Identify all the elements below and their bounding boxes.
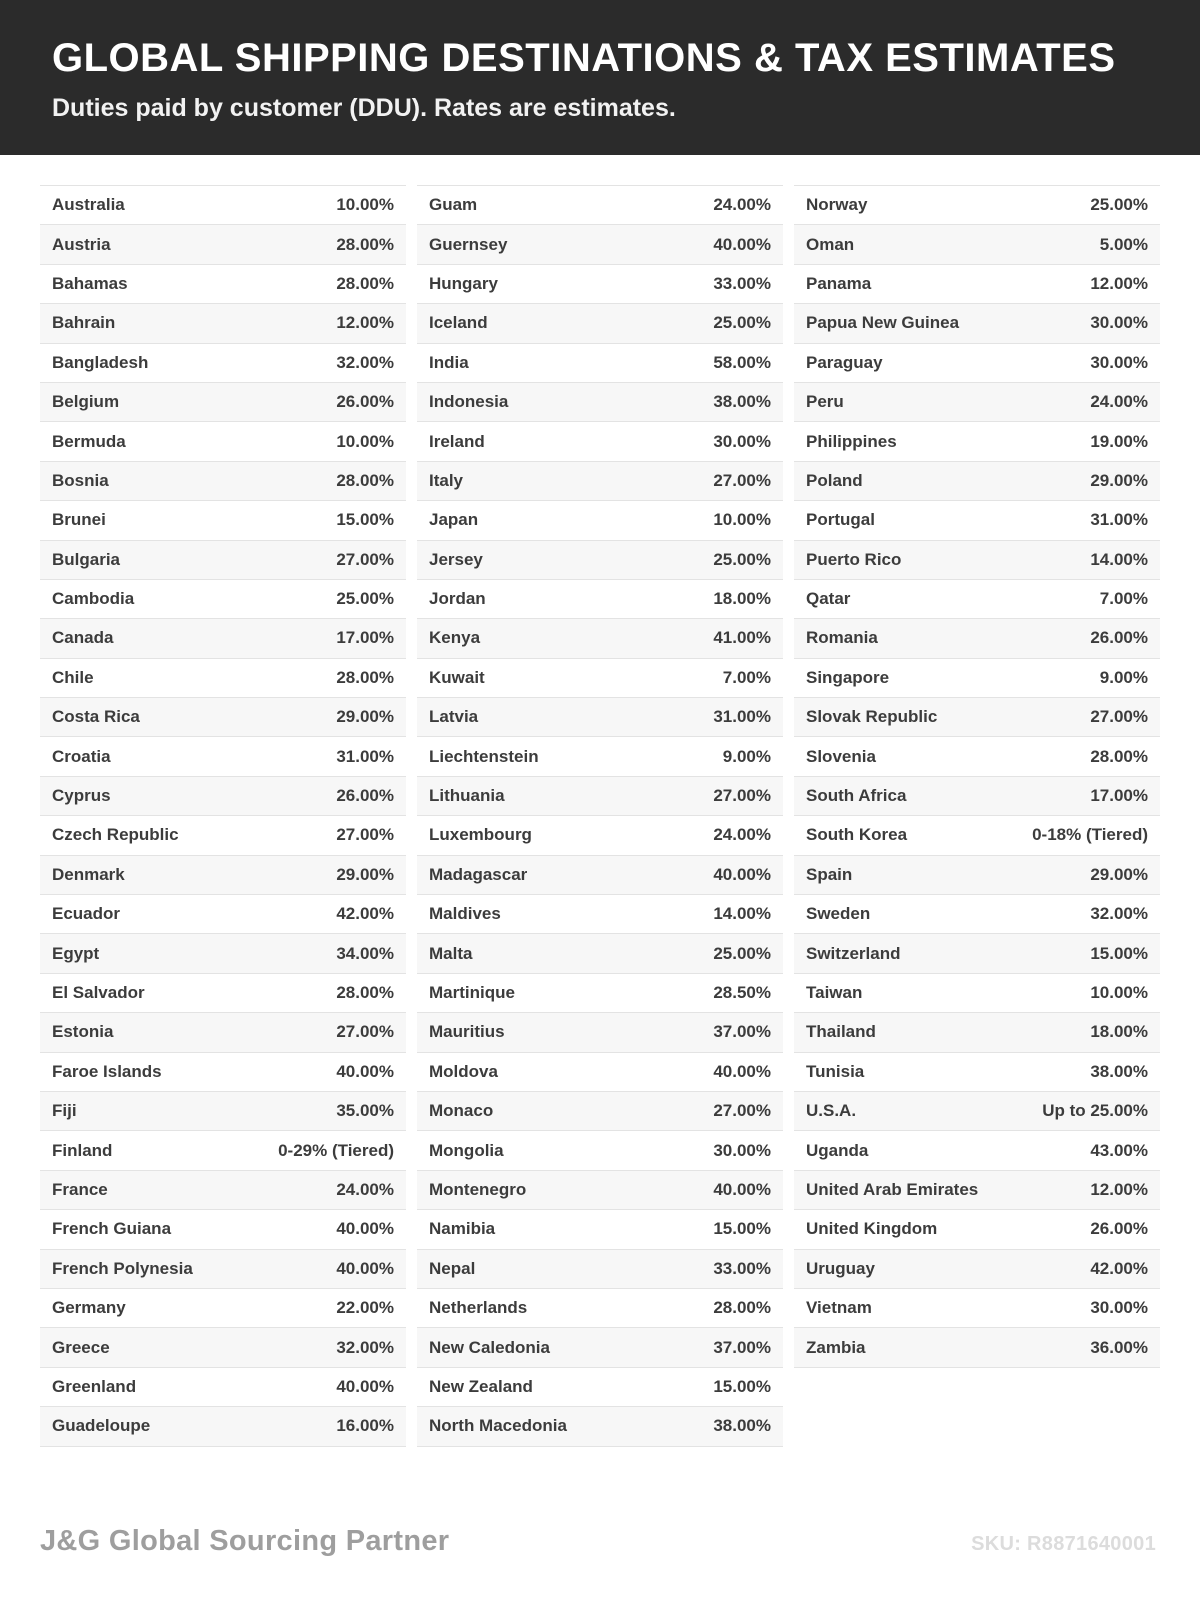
tax-rate: 30.00% <box>713 1140 771 1160</box>
country-name: Switzerland <box>806 943 901 963</box>
tax-rate: 10.00% <box>1090 983 1148 1002</box>
table-row <box>417 541 783 580</box>
table-row <box>417 1131 783 1170</box>
table-row <box>417 934 783 973</box>
country-name: Brunei <box>52 510 106 530</box>
tax-rate: 15.00% <box>713 1219 771 1239</box>
country-name: Costa Rica <box>52 707 140 727</box>
country-name: Guadeloupe <box>52 1416 151 1436</box>
page-subtitle: Duties paid by customer (DDU). Rates are estimates. <box>52 94 676 122</box>
country-name: Taiwan <box>806 983 863 1002</box>
table-row <box>417 698 783 737</box>
tax-rate: 9.00% <box>722 746 771 766</box>
tax-rate: 0-29% (Tiered) <box>278 1140 394 1160</box>
tax-rate: 0-18% (Tiered) <box>1032 825 1148 845</box>
tax-rate: 16.00% <box>336 1416 394 1436</box>
country-name: Jersey <box>429 549 483 569</box>
table-row <box>417 1250 783 1289</box>
table-row <box>40 580 406 619</box>
tax-rate: 31.00% <box>336 746 394 766</box>
tax-rate: 25.00% <box>713 549 771 569</box>
country-name: Bahamas <box>52 273 128 293</box>
country-name: Bosnia <box>52 470 109 490</box>
country-name: Oman <box>806 234 855 254</box>
country-name: Mauritius <box>429 1022 505 1042</box>
table-row <box>417 304 783 343</box>
country-name: Martinique <box>429 983 515 1002</box>
tax-rate: 27.00% <box>336 549 394 569</box>
country-name: El Salvador <box>52 983 145 1002</box>
tax-rate: 17.00% <box>1090 786 1148 806</box>
tax-rate: 30.00% <box>713 431 771 451</box>
table-row <box>40 1328 406 1367</box>
country-name: Bulgaria <box>52 549 121 569</box>
tax-rate: 22.00% <box>336 1298 394 1318</box>
country-name: Qatar <box>806 589 851 609</box>
country-name: Lithuania <box>429 786 505 806</box>
table-row <box>794 737 1160 776</box>
table-row <box>417 1368 783 1407</box>
country-name: Kuwait <box>429 667 485 687</box>
table-row <box>40 974 406 1013</box>
table-row <box>794 1131 1160 1170</box>
tax-rate: 25.00% <box>713 943 771 963</box>
tax-rate: 27.00% <box>713 470 771 490</box>
table-row <box>417 265 783 304</box>
country-name: French Guiana <box>52 1219 172 1239</box>
tax-rate: 32.00% <box>336 1337 394 1357</box>
tax-rate: 42.00% <box>336 904 394 924</box>
table-row <box>794 974 1160 1013</box>
tax-rate: 25.00% <box>336 589 394 609</box>
tax-rate: 27.00% <box>713 1101 771 1121</box>
country-name: South Korea <box>806 825 908 845</box>
country-name: Cambodia <box>52 589 135 609</box>
table-row <box>40 225 406 264</box>
tax-rate: 58.00% <box>713 352 771 372</box>
table-row <box>794 541 1160 580</box>
table-row <box>794 895 1160 934</box>
table-row <box>417 1171 783 1210</box>
country-name: Uruguay <box>806 1258 875 1278</box>
country-name: French Polynesia <box>52 1258 193 1278</box>
country-name: New Caledonia <box>429 1337 550 1357</box>
table-row <box>40 1053 406 1092</box>
tax-rate: 33.00% <box>713 273 771 293</box>
country-name: Malta <box>429 943 473 963</box>
country-name: Egypt <box>52 943 100 963</box>
table-row <box>417 1092 783 1131</box>
tax-rate: 43.00% <box>1090 1140 1148 1160</box>
tax-rate: 24.00% <box>713 825 771 845</box>
country-name: Spain <box>806 864 853 884</box>
country-name: Japan <box>429 510 479 530</box>
country-name: Uganda <box>806 1140 869 1160</box>
table-row <box>794 816 1160 855</box>
tax-rate: 40.00% <box>713 1061 771 1081</box>
table-row <box>794 304 1160 343</box>
tax-rate: 38.00% <box>1090 1061 1148 1081</box>
tax-rate: 31.00% <box>713 707 771 727</box>
tax-rate: 24.00% <box>1090 392 1148 412</box>
country-name: Thailand <box>806 1022 876 1042</box>
table-row <box>794 1171 1160 1210</box>
brand-name: J&G Global Sourcing Partner <box>40 1525 450 1557</box>
table-row <box>417 1407 783 1446</box>
tax-rate: 24.00% <box>336 1179 394 1199</box>
table-row <box>794 1210 1160 1249</box>
table-row <box>794 777 1160 816</box>
table-row <box>40 737 406 776</box>
country-name: Liechtenstein <box>429 746 539 766</box>
tax-rate: 27.00% <box>1090 707 1148 727</box>
page-title: GLOBAL SHIPPING DESTINATIONS & TAX ESTIMATES <box>52 36 1116 80</box>
table-row <box>794 225 1160 264</box>
table-row <box>40 1210 406 1249</box>
table-row <box>417 1053 783 1092</box>
tax-rate: 40.00% <box>713 1179 771 1199</box>
table-row <box>794 383 1160 422</box>
tax-rate: 14.00% <box>713 904 771 924</box>
tax-rate: 38.00% <box>713 1416 771 1436</box>
tax-rate: 42.00% <box>1090 1258 1148 1278</box>
tax-rate: 29.00% <box>336 707 394 727</box>
country-name: Australia <box>52 195 125 215</box>
table-row <box>40 422 406 461</box>
tax-table-column-1 <box>40 185 406 1447</box>
country-name: Chile <box>52 667 94 687</box>
table-row <box>417 1013 783 1052</box>
table-row <box>40 934 406 973</box>
table-row <box>40 1131 406 1170</box>
country-name: Greece <box>52 1337 110 1357</box>
country-name: Tunisia <box>806 1061 865 1081</box>
tax-rate: 33.00% <box>713 1258 771 1278</box>
table-row <box>40 462 406 501</box>
tax-rate: 28.00% <box>713 1298 771 1318</box>
table-row <box>40 777 406 816</box>
tax-rate: 28.00% <box>336 983 394 1002</box>
tax-rate: 10.00% <box>336 195 394 215</box>
table-row <box>417 659 783 698</box>
country-name: Paraguay <box>806 352 883 372</box>
table-row <box>417 501 783 540</box>
tax-rate: Up to 25.00% <box>1042 1101 1148 1121</box>
country-name: Portugal <box>806 510 875 530</box>
table-row <box>794 501 1160 540</box>
tax-rate: 35.00% <box>336 1101 394 1121</box>
table-row <box>40 1289 406 1328</box>
country-name: Ireland <box>429 431 485 451</box>
tax-rate: 40.00% <box>713 864 771 884</box>
tax-rate: 19.00% <box>1090 431 1148 451</box>
tax-rate: 26.00% <box>1090 628 1148 648</box>
country-name: Singapore <box>806 667 890 687</box>
country-name: Romania <box>806 628 878 648</box>
table-row <box>794 344 1160 383</box>
country-name: Cyprus <box>52 786 111 806</box>
tax-rate: 40.00% <box>336 1376 394 1396</box>
country-name: Peru <box>806 392 844 412</box>
country-name: Zambia <box>806 1337 866 1357</box>
tax-rate: 7.00% <box>1099 589 1148 609</box>
tax-rate: 24.00% <box>713 195 771 215</box>
tax-rate: 12.00% <box>1090 1179 1148 1199</box>
tax-rate: 40.00% <box>336 1061 394 1081</box>
country-name: Denmark <box>52 864 125 884</box>
tax-rate: 9.00% <box>1099 667 1148 687</box>
country-name: Kenya <box>429 628 481 648</box>
tax-table-column-3 <box>794 185 1160 1368</box>
tax-rate: 31.00% <box>1090 510 1148 530</box>
tax-rate: 10.00% <box>336 431 394 451</box>
table-row <box>794 934 1160 973</box>
table-row <box>794 580 1160 619</box>
country-name: Guam <box>429 195 478 215</box>
tax-rate: 28.00% <box>1090 746 1148 766</box>
country-name: Greenland <box>52 1376 137 1396</box>
tax-rate: 26.00% <box>336 392 394 412</box>
tax-rate: 7.00% <box>722 667 771 687</box>
country-name: Hungary <box>429 273 498 293</box>
tax-rate: 37.00% <box>713 1337 771 1357</box>
country-name: Monaco <box>429 1101 494 1121</box>
country-name: India <box>429 352 469 372</box>
table-row <box>794 422 1160 461</box>
country-name: Panama <box>806 273 872 293</box>
tax-rate: 12.00% <box>336 313 394 333</box>
country-name: Latvia <box>429 707 479 727</box>
country-name: Jordan <box>429 589 486 609</box>
table-row <box>794 698 1160 737</box>
table-row <box>40 541 406 580</box>
tax-rate: 25.00% <box>713 313 771 333</box>
table-row <box>417 737 783 776</box>
table-row <box>794 265 1160 304</box>
tax-rate: 37.00% <box>713 1022 771 1042</box>
table-row <box>40 186 406 225</box>
tax-rate: 28.00% <box>336 234 394 254</box>
country-name: Belgium <box>52 392 120 412</box>
table-row <box>40 1368 406 1407</box>
country-name: Bermuda <box>52 431 126 451</box>
table-row <box>417 1328 783 1367</box>
country-name: France <box>52 1179 108 1199</box>
country-name: Vietnam <box>806 1298 872 1318</box>
table-row <box>417 383 783 422</box>
country-name: United Arab Emirates <box>806 1179 979 1199</box>
tax-rate: 15.00% <box>1090 943 1148 963</box>
country-name: North Macedonia <box>429 1416 567 1436</box>
table-row <box>40 501 406 540</box>
tax-rate: 15.00% <box>336 510 394 530</box>
country-name: Czech Republic <box>52 825 179 845</box>
tax-rate: 29.00% <box>1090 864 1148 884</box>
country-name: Norway <box>806 195 868 215</box>
country-name: Namibia <box>429 1219 496 1239</box>
tax-rate: 15.00% <box>713 1376 771 1396</box>
table-row <box>40 659 406 698</box>
table-row <box>417 619 783 658</box>
tax-rate: 27.00% <box>336 1022 394 1042</box>
table-row <box>40 1250 406 1289</box>
table-row <box>794 659 1160 698</box>
table-row <box>794 186 1160 225</box>
tax-table-column-2 <box>417 185 783 1447</box>
table-row <box>40 265 406 304</box>
tax-rate: 28.00% <box>336 667 394 687</box>
country-name: Nepal <box>429 1258 476 1278</box>
country-name: Finland <box>52 1140 113 1160</box>
country-name: Papua New Guinea <box>806 313 960 333</box>
table-row <box>794 1053 1160 1092</box>
table-row <box>417 580 783 619</box>
country-name: Canada <box>52 628 114 648</box>
country-name: Ecuador <box>52 904 121 924</box>
tax-rate: 40.00% <box>336 1258 394 1278</box>
country-name: New Zealand <box>429 1376 533 1396</box>
tax-rate: 17.00% <box>336 628 394 648</box>
table-row <box>417 856 783 895</box>
table-row <box>40 895 406 934</box>
table-row <box>40 1407 406 1446</box>
country-name: U.S.A. <box>806 1101 857 1121</box>
table-row <box>40 619 406 658</box>
tax-rate: 18.00% <box>713 589 771 609</box>
country-name: Sweden <box>806 904 871 924</box>
country-name: Iceland <box>429 313 488 333</box>
country-name: Mongolia <box>429 1140 504 1160</box>
country-name: Guernsey <box>429 234 508 254</box>
table-row <box>417 1210 783 1249</box>
country-name: Maldives <box>429 904 501 924</box>
tax-rate: 27.00% <box>336 825 394 845</box>
table-row <box>40 344 406 383</box>
table-row <box>794 462 1160 501</box>
tax-rate: 32.00% <box>336 352 394 372</box>
tax-rate: 30.00% <box>1090 1298 1148 1318</box>
country-name: Fiji <box>52 1101 77 1121</box>
tax-rate: 28.00% <box>336 470 394 490</box>
tax-rate: 5.00% <box>1099 234 1148 254</box>
country-name: Puerto Rico <box>806 549 902 569</box>
tax-rate: 27.00% <box>713 786 771 806</box>
tax-rate: 25.00% <box>1090 195 1148 215</box>
tax-rate: 41.00% <box>713 628 771 648</box>
tax-rate: 28.00% <box>336 273 394 293</box>
tax-rate: 28.50% <box>713 983 771 1002</box>
table-row <box>40 383 406 422</box>
tax-rate: 12.00% <box>1090 273 1148 293</box>
tax-table <box>0 155 1200 1447</box>
tax-rate: 40.00% <box>713 234 771 254</box>
table-row <box>794 1013 1160 1052</box>
country-name: Slovak Republic <box>806 707 938 727</box>
tax-rate: 18.00% <box>1090 1022 1148 1042</box>
table-row <box>794 619 1160 658</box>
table-row <box>417 344 783 383</box>
table-row <box>794 1328 1160 1367</box>
tax-rate: 29.00% <box>336 864 394 884</box>
country-name: Indonesia <box>429 392 509 412</box>
table-row <box>417 422 783 461</box>
tax-rate: 26.00% <box>1090 1219 1148 1239</box>
country-name: Luxembourg <box>429 825 532 845</box>
country-name: Italy <box>429 470 464 490</box>
table-row <box>417 816 783 855</box>
tax-rate: 26.00% <box>336 786 394 806</box>
header-banner <box>0 0 1200 155</box>
country-name: Estonia <box>52 1022 114 1042</box>
tax-rate: 36.00% <box>1090 1337 1148 1357</box>
table-row <box>417 186 783 225</box>
tax-rate: 34.00% <box>336 943 394 963</box>
table-row <box>40 1092 406 1131</box>
table-row <box>40 816 406 855</box>
table-row <box>417 1289 783 1328</box>
table-row <box>40 856 406 895</box>
country-name: Bangladesh <box>52 352 149 372</box>
tax-rate: 32.00% <box>1090 904 1148 924</box>
table-row <box>417 225 783 264</box>
tax-rate: 10.00% <box>713 510 771 530</box>
country-name: Croatia <box>52 746 111 766</box>
country-name: Montenegro <box>429 1179 527 1199</box>
tax-rate: 30.00% <box>1090 313 1148 333</box>
table-row <box>417 974 783 1013</box>
country-name: Philippines <box>806 431 897 451</box>
country-name: Poland <box>806 470 863 490</box>
table-row <box>794 1092 1160 1131</box>
tax-rate: 30.00% <box>1090 352 1148 372</box>
sku-label: SKU: R8871640001 <box>971 1533 1156 1555</box>
country-name: South Africa <box>806 786 907 806</box>
country-name: Austria <box>52 234 111 254</box>
footer <box>40 1525 1156 1558</box>
table-row <box>794 1250 1160 1289</box>
country-name: Faroe Islands <box>52 1061 162 1081</box>
country-name: Slovenia <box>806 746 876 766</box>
table-row <box>40 1171 406 1210</box>
table-row <box>40 1013 406 1052</box>
tax-rate: 38.00% <box>713 392 771 412</box>
tax-rate: 40.00% <box>336 1219 394 1239</box>
country-name: United Kingdom <box>806 1219 938 1239</box>
country-name: Moldova <box>429 1061 498 1081</box>
country-name: Germany <box>52 1298 126 1318</box>
table-row <box>794 1289 1160 1328</box>
table-row <box>417 895 783 934</box>
table-row <box>417 777 783 816</box>
table-row <box>40 698 406 737</box>
tax-rate: 29.00% <box>1090 470 1148 490</box>
country-name: Netherlands <box>429 1298 528 1318</box>
table-row <box>794 856 1160 895</box>
country-name: Madagascar <box>429 864 528 884</box>
country-name: Bahrain <box>52 313 116 333</box>
table-row <box>40 304 406 343</box>
tax-rate: 14.00% <box>1090 549 1148 569</box>
table-row <box>417 462 783 501</box>
